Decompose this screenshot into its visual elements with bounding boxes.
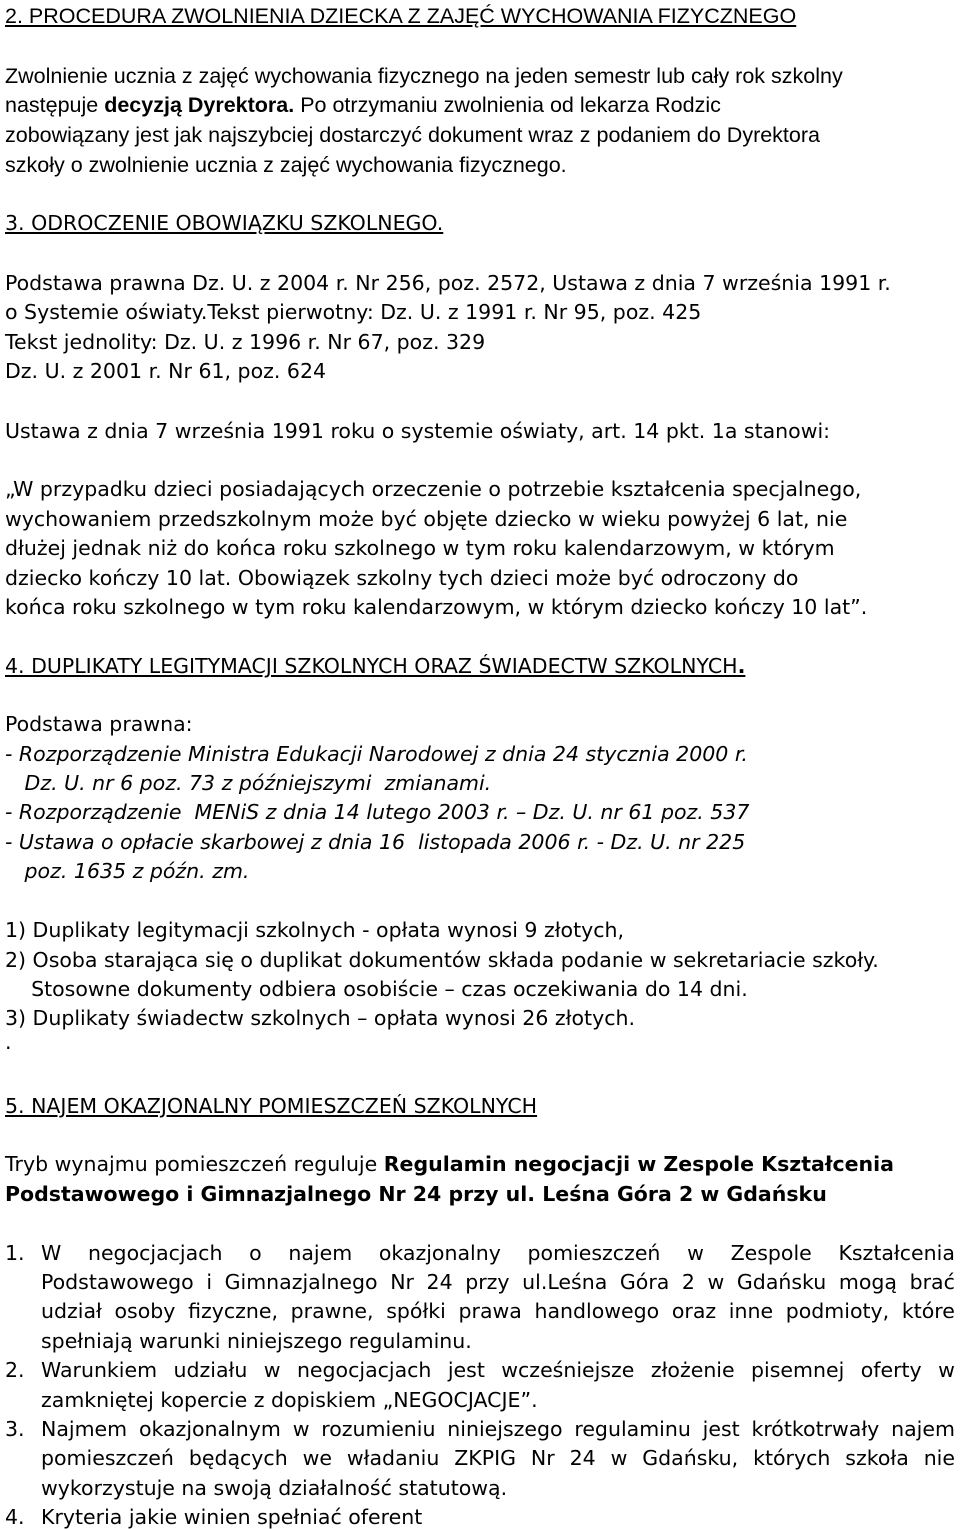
word: Zespole	[730, 1241, 812, 1265]
word: 24	[569, 1446, 596, 1470]
text-run: Tryb wynajmu pomieszczeń reguluje	[5, 1152, 384, 1176]
word: rozumieniu	[321, 1417, 436, 1441]
list-item-line	[41, 1360, 955, 1381]
word: w	[938, 1358, 955, 1382]
word: inne	[728, 1299, 774, 1323]
word: w	[292, 1417, 310, 1441]
section-3-heading: 3. ODROCZENIE OBOWIĄZKU SZKOLNEGO.	[5, 211, 444, 235]
list-item-number: 1.	[5, 1241, 25, 1265]
list-item-number: 4.	[5, 1505, 25, 1529]
fee-item: 3) Duplikaty świadectw szkolnych – opłata wynosi 26 złotych.	[5, 1006, 635, 1030]
word: osoby	[114, 1299, 176, 1323]
text-run: następuje	[5, 93, 105, 117]
section-2-paragraph-line	[5, 95, 721, 117]
word: prawne,	[290, 1299, 374, 1323]
word: brać	[909, 1270, 955, 1294]
quote-line: końca roku szkolnego w tym roku kalendarzowym, w którym dziecko kończy 10 lat”.	[5, 595, 868, 619]
word: Gimnazjalnego	[224, 1270, 378, 1294]
word: o	[249, 1241, 262, 1265]
word: Gdańsku,	[642, 1446, 739, 1470]
list-item-line: spełniają warunki niniejszego regulaminu.	[41, 1329, 472, 1353]
word: okazjonalny	[378, 1241, 501, 1265]
word: udział	[41, 1299, 102, 1323]
word: ul.Leśna	[522, 1270, 608, 1294]
word: Warunkiem	[41, 1358, 158, 1382]
word: krótkotrwały	[751, 1417, 880, 1441]
legal-basis-line: - Rozporządzenie Ministra Edukacji Narodowej z dnia 24 stycznia 2000 r.	[5, 742, 748, 766]
list-item-number: 3.	[5, 1417, 25, 1441]
trailing-dot: .	[5, 1030, 12, 1054]
word: nie	[923, 1446, 955, 1470]
word: udziału	[173, 1358, 248, 1382]
section-2-paragraph-line: zobowiązany jest jak najszybciej dostarczyć dokument wraz z podaniem do Dyrektora	[5, 123, 820, 147]
list-item-line	[41, 1243, 955, 1264]
word: jest	[447, 1358, 485, 1382]
quote-line: „W przypadku dzieci posiadających orzeczenie o potrzebie kształcenia specjalnego,	[5, 477, 862, 501]
word: władaniu	[346, 1446, 440, 1470]
word: w	[687, 1241, 704, 1265]
legal-basis-line: o Systemie oświaty.Tekst pierwotny: Dz. U. z 1991 r. Nr 95, poz. 425	[5, 300, 702, 324]
word: ZKPIG	[454, 1446, 517, 1470]
word: w	[610, 1446, 628, 1470]
word: pomieszczeń	[527, 1241, 661, 1265]
list-item-line: wykorzystuje na swoją działalność statutową.	[41, 1476, 508, 1500]
list-item-line: Kryteria jakie winien spełniać oferent	[41, 1505, 423, 1529]
text-run: Po otrzymaniu zwolnienia od lekarza Rodzic	[294, 93, 721, 117]
word: przy	[465, 1270, 510, 1294]
word: mogą	[838, 1270, 897, 1294]
word: W	[41, 1241, 62, 1265]
heading-dot: .	[737, 654, 746, 678]
word: podmioty,	[785, 1299, 890, 1323]
word: negocjacjach	[87, 1241, 223, 1265]
word: w	[263, 1358, 281, 1382]
section-4-heading	[5, 656, 745, 677]
word: najem	[288, 1241, 353, 1265]
word: okazjonalnym	[138, 1417, 281, 1441]
bold-text: Regulamin negocjacji w Zespole Kształcenia	[383, 1152, 894, 1176]
bold-text: decyzją Dyrektora.	[104, 93, 295, 117]
word: regulaminu	[574, 1417, 691, 1441]
legal-basis-line: poz. 1635 z późn. zm.	[5, 859, 250, 883]
word: w	[707, 1270, 725, 1294]
section-2-paragraph-line: szkoły o zwolnienie ucznia z zajęć wychowania fizycznego.	[5, 153, 567, 177]
word: najem	[891, 1417, 955, 1441]
word: spółki	[386, 1299, 446, 1323]
word: oraz	[671, 1299, 717, 1323]
word: Nr	[390, 1270, 414, 1294]
word: które	[901, 1299, 955, 1323]
word: Góra	[619, 1270, 670, 1294]
list-item-line	[41, 1448, 955, 1469]
word: prawa	[458, 1299, 522, 1323]
section-2-paragraph-line: Zwolnienie ucznia z zajęć wychowania fizycznego na jeden semestr lub cały rok szkolny	[5, 64, 843, 88]
list-item-number: 2.	[5, 1358, 25, 1382]
word: we	[302, 1446, 332, 1470]
word: Podstawowego	[41, 1270, 194, 1294]
legal-basis-line: - Rozporządzenie MENiS z dnia 14 lutego 2003 r. – Dz. U. nr 61 poz. 537	[5, 800, 750, 824]
heading-text: 4. DUPLIKATY LEGITYMACJI SZKOLNYCH ORAZ ŚWIADECTW SZKOLNYCH	[5, 654, 738, 678]
word: wcześniejsze	[501, 1358, 635, 1382]
word: Nr	[530, 1446, 555, 1470]
word: fizyczne,	[188, 1299, 279, 1323]
word: oferty	[860, 1358, 922, 1382]
word: pomieszczeń	[41, 1446, 174, 1470]
quote-line: dłużej jednak niż do końca roku szkolnego w tym roku kalendarzowym, w którym	[5, 536, 835, 560]
legal-basis-line: Tekst jednolity: Dz. U. z 1996 r. Nr 67, poz. 329	[5, 330, 486, 354]
word: handlowego	[534, 1299, 660, 1323]
word: złożenie	[650, 1358, 735, 1382]
legal-basis-label: Podstawa prawna:	[5, 712, 193, 736]
fee-item: 1) Duplikaty legitymacji szkolnych - opłata wynosi 9 złotych,	[5, 918, 625, 942]
word: będących	[188, 1446, 288, 1470]
legal-basis-line: Podstawa prawna Dz. U. z 2004 r. Nr 256, poz. 2572, Ustawa z dnia 7 września 1991 r.	[5, 271, 891, 295]
quote-line: wychowaniem przedszkolnym może być objęte dziecko w wieku powyżej 6 lat, nie	[5, 507, 848, 531]
word: Gdańsku	[736, 1270, 827, 1294]
quote-line: dziecko kończy 10 lat. Obowiązek szkolny tych dzieci może być odroczony do	[5, 566, 799, 590]
list-item-line: zamkniętej kopercie z dopiskiem „NEGOCJACJE”.	[41, 1388, 538, 1412]
word: negocjacjach	[296, 1358, 432, 1382]
act-citation: Ustawa z dnia 7 września 1991 roku o systemie oświaty, art. 14 pkt. 1a stanowi:	[5, 419, 831, 443]
word: których	[753, 1446, 831, 1470]
legal-basis-line: - Ustawa o opłacie skarbowej z dnia 16 listopada 2006 r. - Dz. U. nr 225	[5, 830, 746, 854]
word: 2	[681, 1270, 695, 1294]
list-item-line	[41, 1419, 955, 1440]
list-item-line	[41, 1272, 955, 1293]
intro-line	[5, 1154, 894, 1175]
list-item-line	[41, 1301, 955, 1322]
section-5-heading: 5. NAJEM OKAZJONALNY POMIESZCZEŃ SZKOLNYCH	[5, 1094, 538, 1118]
word: 24	[426, 1270, 453, 1294]
legal-basis-line: Dz. U. z 2001 r. Nr 61, poz. 624	[5, 359, 327, 383]
word: i	[206, 1270, 213, 1294]
word: jest	[702, 1417, 740, 1441]
intro-line: Podstawowego i Gimnazjalnego Nr 24 przy ul. Leśna Góra 2 w Gdańsku	[5, 1182, 827, 1206]
word: szkoła	[845, 1446, 909, 1470]
word: Kształcenia	[838, 1241, 955, 1265]
word: niniejszego	[447, 1417, 563, 1441]
fee-item: 2) Osoba starająca się o duplikat dokumentów składa podanie w sekretariacie szkoły.	[5, 948, 879, 972]
legal-basis-line: Dz. U. nr 6 poz. 73 z późniejszymi zmianami.	[5, 771, 492, 795]
word: Najmem	[41, 1417, 128, 1441]
fee-item: Stosowne dokumenty odbiera osobiście – czas oczekiwania do 14 dni.	[5, 977, 748, 1001]
word: pisemnej	[751, 1358, 845, 1382]
section-2-heading: 2. PROCEDURA ZWOLNIENIA DZIECKA Z ZAJĘĆ WYCHOWANIA FIZYCZNEGO	[5, 4, 797, 28]
